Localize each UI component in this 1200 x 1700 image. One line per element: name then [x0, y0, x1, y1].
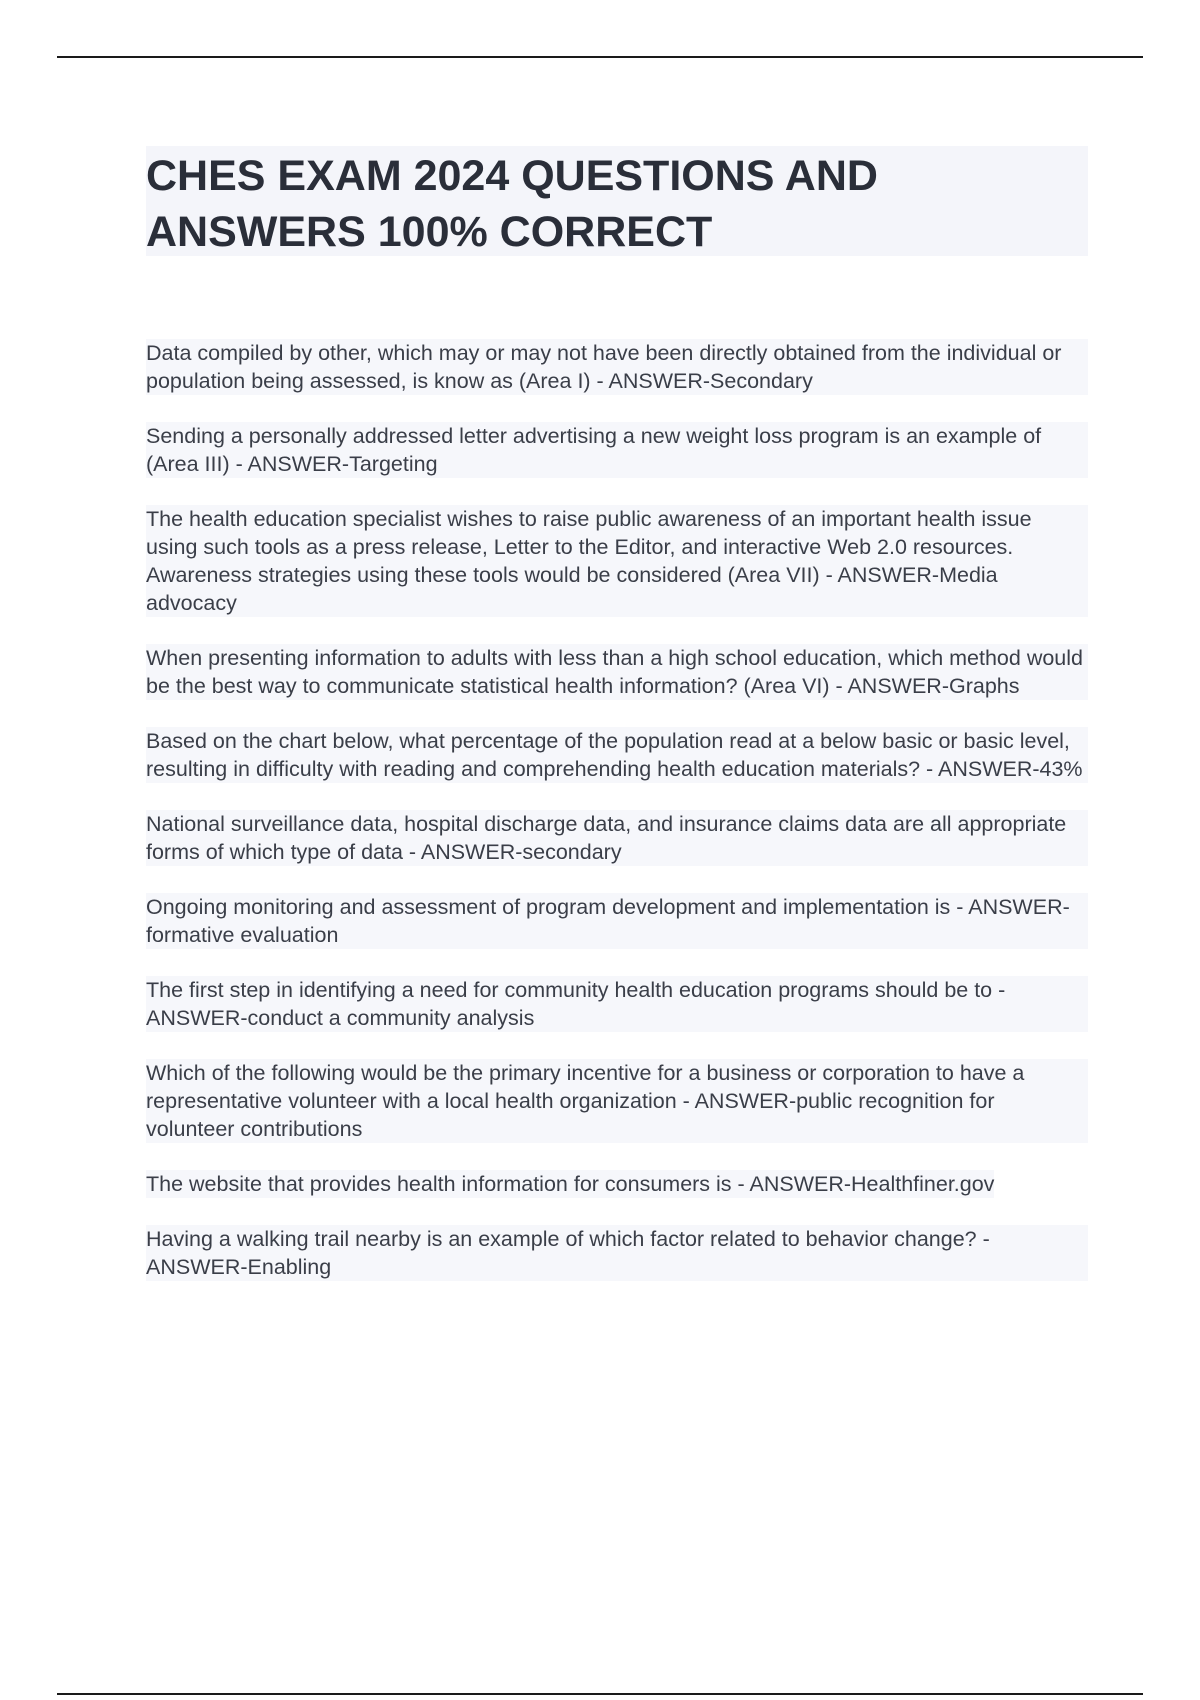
bottom-divider [57, 1693, 1143, 1695]
qa-item-3: The health education specialist wishes to raise public awareness of an important health issue using such tools as a press release, Letter to the Editor, and interactive Web 2.0 resources. Awareness strategies using these tools would be considered (Area VII) - ANSWER-Media advocacy [146, 505, 1088, 617]
qa-item-11: Having a walking trail nearby is an example of which factor related to behavior change? - ANSWER-Enabling [146, 1225, 1088, 1281]
qa-item-6: National surveillance data, hospital discharge data, and insurance claims data are all appropriate forms of which type of data - ANSWER-secondary [146, 810, 1088, 866]
qa-item-2: Sending a personally addressed letter advertising a new weight loss program is an example of (Area III) - ANSWER-Targeting [146, 422, 1088, 478]
qa-list [146, 339, 1088, 1308]
qa-item-4: When presenting information to adults with less than a high school education, which method would be the best way to communicate statistical health information? (Area VI) - ANSWER-Graphs [146, 644, 1088, 700]
qa-item-8: The first step in identifying a need for community health education programs should be to - ANSWER-conduct a community analysis [146, 976, 1088, 1032]
title-block [146, 146, 1088, 256]
top-divider [57, 56, 1143, 58]
qa-item-5: Based on the chart below, what percentage of the population read at a below basic or basic level, resulting in difficulty with reading and comprehending health education materials? - ANSWER-43% [146, 727, 1088, 783]
qa-item-1: Data compiled by other, which may or may not have been directly obtained from the individual or population being assessed, is know as (Area I) - ANSWER-Secondary [146, 339, 1088, 395]
qa-item-10: The website that provides health information for consumers is - ANSWER-Healthfiner.gov [146, 1172, 995, 1196]
qa-item-7: Ongoing monitoring and assessment of program development and implementation is - ANSWER-formative evaluation [146, 893, 1088, 949]
document-title: CHES EXAM 2024 QUESTIONS AND ANSWERS 100% CORRECT [146, 152, 878, 256]
qa-item-9: Which of the following would be the primary incentive for a business or corporation to have a representative volunteer with a local health organization - ANSWER-public recognition for volunteer contributions [146, 1059, 1088, 1143]
